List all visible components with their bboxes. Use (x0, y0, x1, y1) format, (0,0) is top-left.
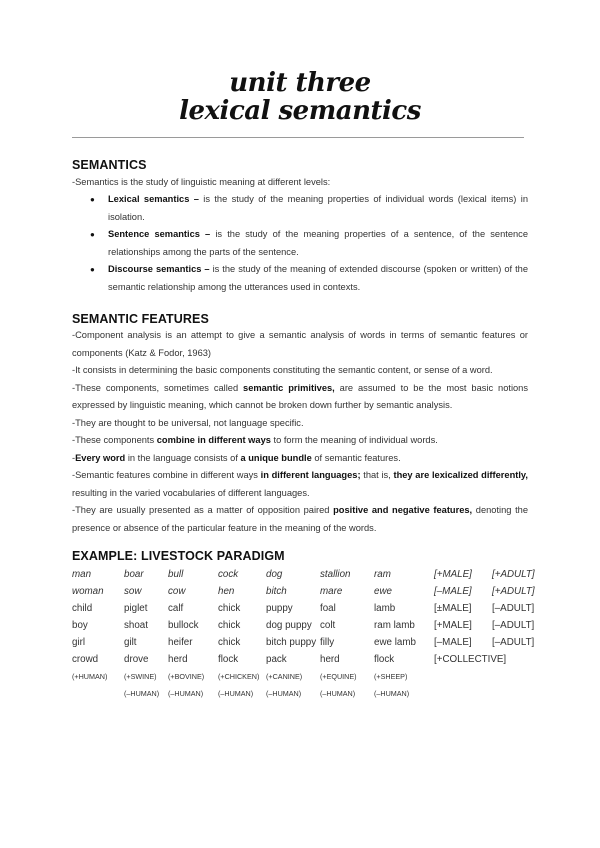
table-cell: man (72, 569, 92, 580)
table-cell: boy (72, 620, 88, 631)
table-cell: foal (320, 603, 336, 614)
title-line-2: lexical semantics (179, 96, 421, 126)
feature-tag: (+CHICKEN) (218, 672, 260, 681)
table-cell: [+COLLECTIVE] (434, 654, 507, 665)
feature-tag-row (72, 668, 542, 685)
table-cell: bullock (168, 620, 199, 631)
table-cell: filly (320, 637, 335, 648)
term: Discourse semantics – (108, 264, 210, 274)
paragraph: -These components, sometimes called semantic primitives, are assumed to be the most basic notions expressed by linguistic meaning, which cannot be broken down further by semantic analysis. (72, 382, 528, 410)
term: Lexical semantics – (108, 194, 199, 204)
features-heading: SEMANTIC FEATURES (72, 312, 209, 326)
paragraph: -They are usually presented as a matter of opposition paired positive and negative features, denoting the presence or absence of the particular feature in the meaning of the words. (72, 505, 528, 533)
paragraph: -Semantic features combine in different ways in different languages; that is, they are lexicalized differently, resulting in the varied vocabularies of different languages. (72, 470, 528, 498)
table-cell: chick (218, 637, 241, 648)
table-cell: puppy (266, 603, 293, 614)
feature-tag: (+BOVINE) (168, 672, 205, 681)
feature-tag: (+HUMAN) (72, 672, 108, 681)
table-row (72, 583, 542, 600)
table-cell: herd (168, 654, 188, 665)
table-cell: dog puppy (266, 620, 312, 631)
table-cell: [–ADULT] (492, 620, 535, 631)
feature-tag: (+EQUINE) (320, 672, 357, 681)
table-cell: bitch puppy (266, 637, 317, 648)
table-cell: stallion (320, 569, 351, 580)
table-cell: sow (124, 586, 142, 597)
feature-tag: (–HUMAN) (320, 689, 356, 698)
table-cell: cock (218, 569, 239, 580)
table-row (72, 634, 542, 651)
term: Sentence semantics – (108, 229, 211, 239)
table-cell: woman (72, 586, 104, 597)
semantics-intro: -Semantics is the study of linguistic meaning at different levels: (72, 177, 331, 187)
paragraph: -They are thought to be universal, not language specific. (72, 417, 304, 428)
table-row (72, 600, 542, 617)
table-cell: boar (124, 569, 144, 580)
table-cell: pack (266, 654, 287, 665)
table-cell: ewe (374, 586, 392, 597)
table-cell: [–MALE] (434, 637, 472, 648)
table-cell: [–ADULT] (492, 637, 535, 648)
paragraph: -It consists in determining the basic components constituting the semantic content, or sense of a word. (72, 365, 493, 375)
table-cell: chick (218, 620, 241, 631)
table-cell: calf (168, 603, 184, 614)
table-row (72, 617, 542, 634)
table-cell: shoat (124, 620, 148, 631)
livestock-table (72, 566, 542, 702)
table-cell: flock (374, 654, 395, 665)
feature-tag: (–HUMAN) (124, 689, 160, 698)
title-divider (72, 137, 524, 138)
table-cell: ram (374, 569, 391, 580)
paragraph: -Every word in the language consists of a unique bundle of semantic features. (72, 452, 401, 463)
table-cell: colt (320, 620, 336, 631)
table-cell: lamb (374, 603, 396, 614)
table-cell: hen (218, 586, 235, 597)
table-cell: [+ADULT] (492, 569, 535, 580)
list-item-discourse (90, 261, 528, 296)
paragraph: -These components combine in different ways to form the meaning of individual words. (72, 435, 438, 445)
table-cell: [+MALE] (434, 620, 472, 631)
table-cell: mare (320, 586, 343, 597)
table-cell: [+ADULT] (492, 586, 535, 597)
title-line-1: unit three (229, 68, 371, 98)
table-cell: [±MALE] (434, 603, 472, 614)
table-cell: dog (266, 569, 283, 580)
table-cell: heifer (168, 637, 193, 648)
feature-tag: (–HUMAN) (218, 689, 254, 698)
table-cell: gilt (124, 637, 137, 648)
feature-tag: (–HUMAN) (266, 689, 302, 698)
feature-tag-row (72, 685, 542, 702)
table-cell: [–MALE] (434, 586, 472, 597)
features-body (72, 327, 528, 537)
table-cell: girl (72, 637, 86, 648)
definition: is the study of the meaning properties of individual words (lexical items) in isolation. (108, 194, 528, 222)
definition: is the study of the meaning of extended discourse (spoken or written) of the semantic relationship among the utterances used in contexts. (108, 264, 528, 292)
feature-tag: (+SWINE) (124, 672, 157, 681)
feature-tag: (–HUMAN) (168, 689, 204, 698)
example-heading: EXAMPLE: LIVESTOCK PARADIGM (72, 549, 285, 563)
table-cell: drove (124, 654, 149, 665)
feature-tag (72, 685, 124, 702)
table-cell: chick (218, 603, 241, 614)
table-cell: herd (320, 654, 340, 665)
table-cell: child (72, 603, 93, 614)
table-cell: [+MALE] (434, 569, 472, 580)
semantics-list (90, 191, 528, 296)
table-cell: bull (168, 569, 184, 580)
table-cell: bitch (266, 586, 287, 597)
definition: is the study of the meaning properties of a sentence, of the sentence relationships among the parts of the sentence. (108, 229, 528, 257)
table-cell: ewe lamb (374, 637, 416, 648)
table-cell: cow (168, 586, 186, 597)
feature-tag: (+SHEEP) (374, 672, 408, 681)
table-cell: flock (218, 654, 239, 665)
table-row (72, 566, 542, 583)
feature-tag: (–HUMAN) (374, 689, 410, 698)
list-item-sentence (90, 226, 528, 261)
table-cell: [–ADULT] (492, 603, 535, 614)
semantics-heading: SEMANTICS (72, 158, 147, 172)
list-item-lexical (90, 191, 528, 226)
feature-tag: (+CANINE) (266, 672, 303, 681)
table-row (72, 651, 542, 668)
table-cell: ram lamb (374, 620, 415, 631)
table-cell: piglet (124, 603, 148, 614)
table-cell: crowd (72, 654, 99, 665)
paragraph: -Component analysis is an attempt to give a semantic analysis of words in terms of semantic features or components (Katz & Fodor, 1963) (72, 330, 528, 358)
